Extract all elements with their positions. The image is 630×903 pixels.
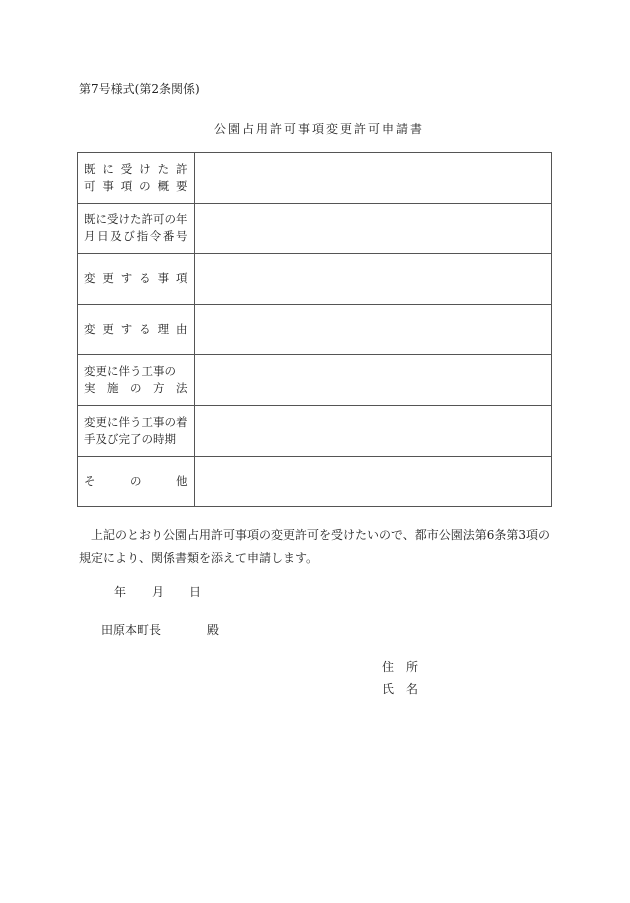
honorific: 殿 <box>207 623 220 637</box>
table-row <box>78 203 552 254</box>
row-label <box>78 405 195 456</box>
addressee-name: 田原本町長 <box>101 623 162 637</box>
date-line <box>114 583 201 600</box>
row-label <box>78 254 195 305</box>
row-label <box>78 456 195 507</box>
label-line: 手及び完了の時期 <box>84 431 176 446</box>
addressee <box>101 621 219 638</box>
label-line: 変 更 す る 事 項 <box>84 271 188 286</box>
table-row <box>78 304 552 355</box>
label-line: 月 日 及 び 指 令 番 号 <box>84 229 188 244</box>
day-label: 日 <box>189 585 202 599</box>
row-value-field[interactable] <box>194 456 552 507</box>
row-label <box>78 355 195 406</box>
label-line: 変更に伴う工事の <box>84 364 176 379</box>
row-value-field[interactable] <box>194 355 552 406</box>
label-line: 変 更 す る 理 由 <box>84 322 188 337</box>
row-label <box>78 304 195 355</box>
table-row <box>78 405 552 456</box>
year-label: 年 <box>114 585 127 599</box>
label-line: 既に受けた許可の年 <box>84 212 188 227</box>
form-number: 第7号様式(第2条関係) <box>79 82 200 96</box>
application-form-table <box>77 152 552 507</box>
document-title: 公園占用許可事項変更許可申請書 <box>213 122 424 136</box>
label-line: 実 施 の 方 法 <box>84 381 188 396</box>
table-row <box>78 456 552 507</box>
month-label: 月 <box>152 585 165 599</box>
table-row <box>78 254 552 305</box>
label-line: 変更に伴う工事の着 <box>84 414 188 429</box>
row-label <box>78 203 195 254</box>
row-value-field[interactable] <box>194 304 552 355</box>
applicant-block <box>382 656 418 700</box>
table-row <box>78 355 552 406</box>
row-value-field[interactable] <box>194 405 552 456</box>
label-line: そ の 他 <box>84 473 188 488</box>
row-label <box>78 153 195 204</box>
name-label: 氏 名 <box>382 682 419 696</box>
label-line: 既 に 受 け た 許 <box>84 161 188 176</box>
label-line: 可 事 項 の 概 要 <box>84 178 188 193</box>
row-value-field[interactable] <box>194 254 552 305</box>
row-value-field[interactable] <box>194 153 552 204</box>
table-row <box>78 153 552 204</box>
address-label: 住 所 <box>382 660 419 674</box>
declaration-text: 上記のとおり公園占用許可事項の変更許可を受けたいので、都市公園法第6条第3項の規定により、関係書類を添えて申請します。 <box>79 528 551 565</box>
row-value-field[interactable] <box>194 203 552 254</box>
